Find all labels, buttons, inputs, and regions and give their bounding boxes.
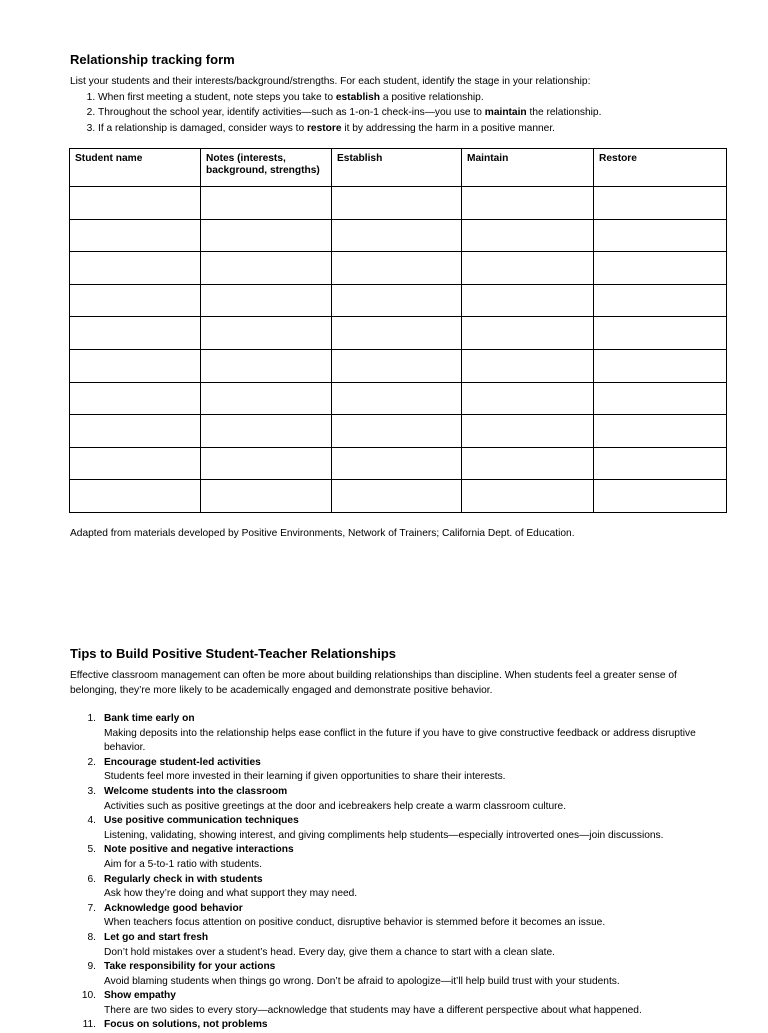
stage-steps-list <box>70 90 730 137</box>
table-row <box>70 317 727 350</box>
tip-title: Note positive and negative interactions <box>104 844 294 856</box>
tip-description: Making deposits into the relationship helps ease conflict in the future if you have to give constructive feedback or address disruptive behavior. <box>104 727 696 754</box>
table-cell[interactable] <box>332 447 462 480</box>
table-cell[interactable] <box>201 284 332 317</box>
tip-title: Acknowledge good behavior <box>104 902 243 914</box>
table-row <box>70 187 727 220</box>
tip-description: When teachers focus attention on positive conduct, disruptive behavior is stemmed before it becomes an issue. <box>104 917 606 929</box>
table-cell[interactable] <box>332 219 462 252</box>
table-cell[interactable] <box>462 219 594 252</box>
table-cell[interactable] <box>462 317 594 350</box>
table-cell[interactable] <box>462 382 594 415</box>
tip-item <box>70 873 710 902</box>
table-row <box>70 284 727 317</box>
tip-description: Students feel more invested in their learning if given opportunities to share their interests. <box>104 771 506 783</box>
tip-item <box>70 960 710 989</box>
tip-item <box>70 814 710 843</box>
column-header-restore: Restore <box>594 149 727 187</box>
tip-item <box>70 712 710 756</box>
table-cell[interactable] <box>462 252 594 285</box>
tip-description: Avoid blaming students when things go wrong. Don’t be afraid to apologize—it’ll help build trust with your students. <box>104 975 620 987</box>
tip-item <box>70 902 710 931</box>
tip-title: Encourage student-led activities <box>104 756 261 768</box>
form-instructions <box>70 74 730 136</box>
table-cell[interactable] <box>70 382 201 415</box>
tip-description: Don’t hold mistakes over a student’s head. Every day, give them a chance to start with a clean slate. <box>104 946 555 958</box>
tip-item <box>70 931 710 960</box>
table-cell[interactable] <box>70 349 201 382</box>
table-row <box>70 415 727 448</box>
tip-title: Welcome students into the classroom <box>104 785 288 797</box>
table-cell[interactable] <box>201 219 332 252</box>
table-cell[interactable] <box>594 480 727 513</box>
tips-title: Tips to Build Positive Student-Teacher Relationships <box>70 646 397 661</box>
table-body <box>70 187 727 513</box>
tip-title: Show empathy <box>104 990 176 1002</box>
table-cell[interactable] <box>594 252 727 285</box>
column-header-maintain: Maintain <box>462 149 594 187</box>
tip-description: Ask how they’re doing and what support they may need. <box>104 888 358 900</box>
table-cell[interactable] <box>332 480 462 513</box>
table-cell[interactable] <box>201 349 332 382</box>
tip-item <box>70 756 710 785</box>
tip-title: Regularly check in with students <box>104 873 263 885</box>
tip-number: 9. <box>87 961 96 973</box>
table-cell[interactable] <box>462 349 594 382</box>
tip-item <box>70 785 710 814</box>
table-cell[interactable] <box>594 382 727 415</box>
table-cell[interactable] <box>594 415 727 448</box>
tip-description: Aim for a 5-to-1 ratio with students. <box>104 858 262 870</box>
table-cell[interactable] <box>332 415 462 448</box>
tip-number: 6. <box>87 873 96 885</box>
table-cell[interactable] <box>201 252 332 285</box>
column-header-student-name: Student name <box>70 149 201 187</box>
tip-number: 4. <box>87 815 96 827</box>
table-cell[interactable] <box>594 219 727 252</box>
tip-number: 8. <box>87 931 96 943</box>
tip-number: 5. <box>87 844 96 856</box>
table-row <box>70 219 727 252</box>
table-cell[interactable] <box>70 252 201 285</box>
tip-title: Let go and start fresh <box>104 931 209 943</box>
tip-description: Listening, validating, showing interest, and giving compliments help students—especially introverted ones—join discussions. <box>104 829 664 841</box>
table-cell[interactable] <box>594 349 727 382</box>
table-row <box>70 252 727 285</box>
column-header-establish: Establish <box>332 149 462 187</box>
table-cell[interactable] <box>201 480 332 513</box>
form-intro-text: List your students and their interests/background/strengths. For each student, identify the stage in your relationship: <box>70 76 591 87</box>
tips-list <box>70 712 710 1033</box>
tip-number: 2. <box>87 756 96 768</box>
tip-item <box>70 1018 710 1033</box>
tips-intro: Effective classroom management can often be more about building relationships than discipline. When students feel a greater sense of belonging, they’re more likely to be academically engaged and demonstrate positive behavior. <box>70 670 677 696</box>
table-cell[interactable] <box>70 415 201 448</box>
table-cell[interactable] <box>201 317 332 350</box>
table-cell[interactable] <box>594 284 727 317</box>
tip-title: Use positive communication techniques <box>104 815 299 827</box>
table-cell[interactable] <box>70 480 201 513</box>
form-title: Relationship tracking form <box>70 52 235 67</box>
table-cell[interactable] <box>594 317 727 350</box>
table-cell[interactable] <box>70 284 201 317</box>
table-cell[interactable] <box>462 187 594 220</box>
table-row <box>70 480 727 513</box>
column-header-notes: Notes (interests, background, strengths) <box>201 149 332 187</box>
table-cell[interactable] <box>332 349 462 382</box>
table-cell[interactable] <box>332 252 462 285</box>
tip-number: 3. <box>87 785 96 797</box>
tip-description: There are two sides to every story—acknowledge that students may have a different perspective about what happened. <box>104 1004 642 1016</box>
table-cell[interactable] <box>332 382 462 415</box>
table-cell[interactable] <box>201 382 332 415</box>
table-cell[interactable] <box>462 415 594 448</box>
table-cell[interactable] <box>201 415 332 448</box>
table-cell[interactable] <box>462 284 594 317</box>
table-header-row <box>70 149 727 187</box>
table-row <box>70 349 727 382</box>
source-attribution: Adapted from materials developed by Positive Environments, Network of Trainers; California Dept. of Education. <box>70 528 575 539</box>
tip-title: Bank time early on <box>104 713 195 724</box>
table-cell[interactable] <box>594 447 727 480</box>
tip-item <box>70 989 710 1018</box>
table-cell[interactable] <box>70 187 201 220</box>
stage-step: 1. When first meeting a student, note steps you take to establish a positive relationship. <box>98 90 730 106</box>
tip-number: 10. <box>81 990 96 1002</box>
table-cell[interactable] <box>332 317 462 350</box>
tip-title: Focus on solutions, not problems <box>104 1019 268 1031</box>
table-cell[interactable] <box>462 447 594 480</box>
relationship-tracking-table <box>69 148 727 513</box>
stage-step: 3. If a relationship is damaged, consider ways to restore it by addressing the harm in a positive manner. <box>98 121 730 137</box>
table-cell[interactable] <box>70 317 201 350</box>
tip-number: 7. <box>87 902 96 914</box>
table-cell[interactable] <box>594 187 727 220</box>
table-cell[interactable] <box>201 447 332 480</box>
tip-number: 11. <box>82 1019 96 1031</box>
table-cell[interactable] <box>201 187 332 220</box>
tip-item <box>70 843 710 872</box>
stage-step: 2. Throughout the school year, identify activities—such as 1-on-1 check-ins—you use to maintain the relationship. <box>98 105 730 121</box>
table-cell[interactable] <box>332 187 462 220</box>
table-cell[interactable] <box>70 447 201 480</box>
table-row <box>70 382 727 415</box>
tip-title: Take responsibility for your actions <box>104 961 276 973</box>
tip-number: 1. <box>87 713 96 724</box>
table-cell[interactable] <box>70 219 201 252</box>
tip-description: Activities such as positive greetings at the door and icebreakers help create a warm classroom culture. <box>104 800 567 812</box>
table-cell[interactable] <box>332 284 462 317</box>
table-row <box>70 447 727 480</box>
table-cell[interactable] <box>462 480 594 513</box>
